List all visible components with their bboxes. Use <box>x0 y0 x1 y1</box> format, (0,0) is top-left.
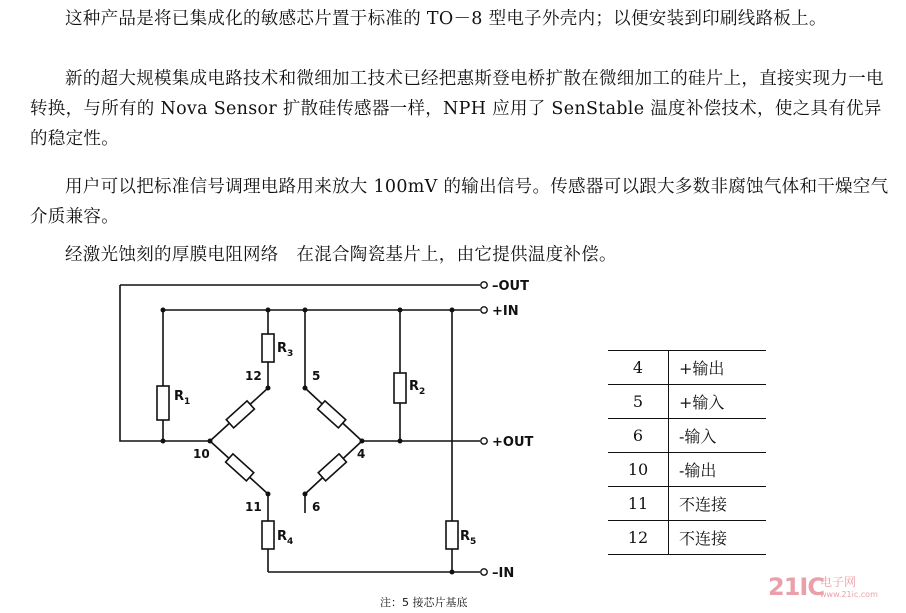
junction-dot <box>161 439 166 444</box>
pin-function-table <box>608 350 766 555</box>
pin-label-11: 11 <box>245 500 262 514</box>
label-minus-out: –OUT <box>492 279 529 294</box>
table-row <box>608 385 766 419</box>
bridge-resistor-ul <box>226 401 254 428</box>
pin-function-cell: 不连接 <box>669 521 767 555</box>
pin-function-cell: +输出 <box>669 351 767 385</box>
label-r5: $R_5$ <box>460 529 477 547</box>
pin-label-12: 12 <box>245 369 262 383</box>
label-minus-in: –IN <box>492 566 515 581</box>
resistor-r5 <box>446 521 458 549</box>
terminal-minus-out <box>481 282 487 288</box>
table-row <box>608 487 766 521</box>
paragraph-1: 这种产品是将已集成化的敏感芯片置于标准的 TO－8 型电子外壳内；以便安装到印刷线路板上。 <box>65 9 827 29</box>
junction-dot <box>303 492 308 497</box>
junction-dot <box>266 308 271 313</box>
junction-dot <box>161 308 166 313</box>
pin-label-10: 10 <box>193 447 210 461</box>
pin-label-6: 6 <box>312 500 321 514</box>
pin-number-cell: 4 <box>608 351 669 385</box>
junction-dot <box>266 386 271 391</box>
pin-function-cell: -输入 <box>669 419 767 453</box>
junction-dot <box>208 439 213 444</box>
terminal-plus-in <box>481 307 487 313</box>
watermark-logo: 21IC <box>768 573 824 601</box>
resistor-r3 <box>262 334 274 362</box>
pin-number-cell: 11 <box>608 487 669 521</box>
bridge-resistor-ur <box>318 401 346 428</box>
pin-number-cell: 5 <box>608 385 669 419</box>
pin-number-cell: 10 <box>608 453 669 487</box>
terminal-plus-out <box>481 438 487 444</box>
junction-dot <box>398 308 403 313</box>
junction-dot <box>303 308 308 313</box>
pin-function-cell: -输出 <box>669 453 767 487</box>
watermark-url: www.21ic.com <box>820 590 878 599</box>
watermark-subtitle: 电子网 <box>820 575 857 589</box>
bridge-resistor-lr <box>318 454 346 481</box>
junction-dot <box>266 492 271 497</box>
label-r2: $R_2$ <box>409 379 426 397</box>
pin-function-cell: 不连接 <box>669 487 767 521</box>
resistor-r4 <box>262 521 274 549</box>
junction-dot <box>398 439 403 444</box>
pin-function-cell: +输入 <box>669 385 767 419</box>
table-row <box>608 419 766 453</box>
label-r4: $R_4$ <box>277 529 294 547</box>
label-plus-out: +OUT <box>492 435 534 450</box>
resistor-r1 <box>157 386 169 420</box>
junction-dot <box>360 439 365 444</box>
bridge-circuit-diagram <box>0 278 600 598</box>
label-r3: $R_3$ <box>277 341 294 359</box>
table-row <box>608 521 766 555</box>
paragraph-3: 用户可以把标准信号调理电路用来放大 100mV 的输出信号。传感器可以跟大多数非腐蚀气体和干燥空气介质兼容。 <box>30 177 889 227</box>
junction-dot <box>450 570 455 575</box>
table-row <box>608 351 766 385</box>
label-plus-in: +IN <box>492 304 519 319</box>
pin-label-4: 4 <box>357 447 366 461</box>
paragraph-2: 新的超大规模集成电路技术和微细加工技术已经把惠斯登电桥扩散在微细加工的硅片上，直接实现力一电转换，与所有的 Nova Sensor 扩散硅传感器一样，NPH 应用了 SenStable 温度补偿技术，使之具有优异的稳定性。 <box>30 69 884 149</box>
paragraph-4: 经激光蚀刻的厚膜电阻网络 在混合陶瓷基片上，由它提供温度补偿。 <box>65 245 617 265</box>
pin-number-cell: 6 <box>608 419 669 453</box>
figure-note: 注：5 接芯片基底 <box>380 596 468 609</box>
pin-label-5: 5 <box>312 369 321 383</box>
bridge-resistor-ll <box>226 454 254 481</box>
table-row <box>608 453 766 487</box>
resistor-r2 <box>394 373 406 403</box>
junction-dot <box>450 308 455 313</box>
pin-number-cell: 12 <box>608 521 669 555</box>
terminal-minus-in <box>481 569 487 575</box>
label-r1: $R_1$ <box>174 389 191 407</box>
wire-minus-out <box>120 285 480 441</box>
junction-dot <box>303 386 308 391</box>
